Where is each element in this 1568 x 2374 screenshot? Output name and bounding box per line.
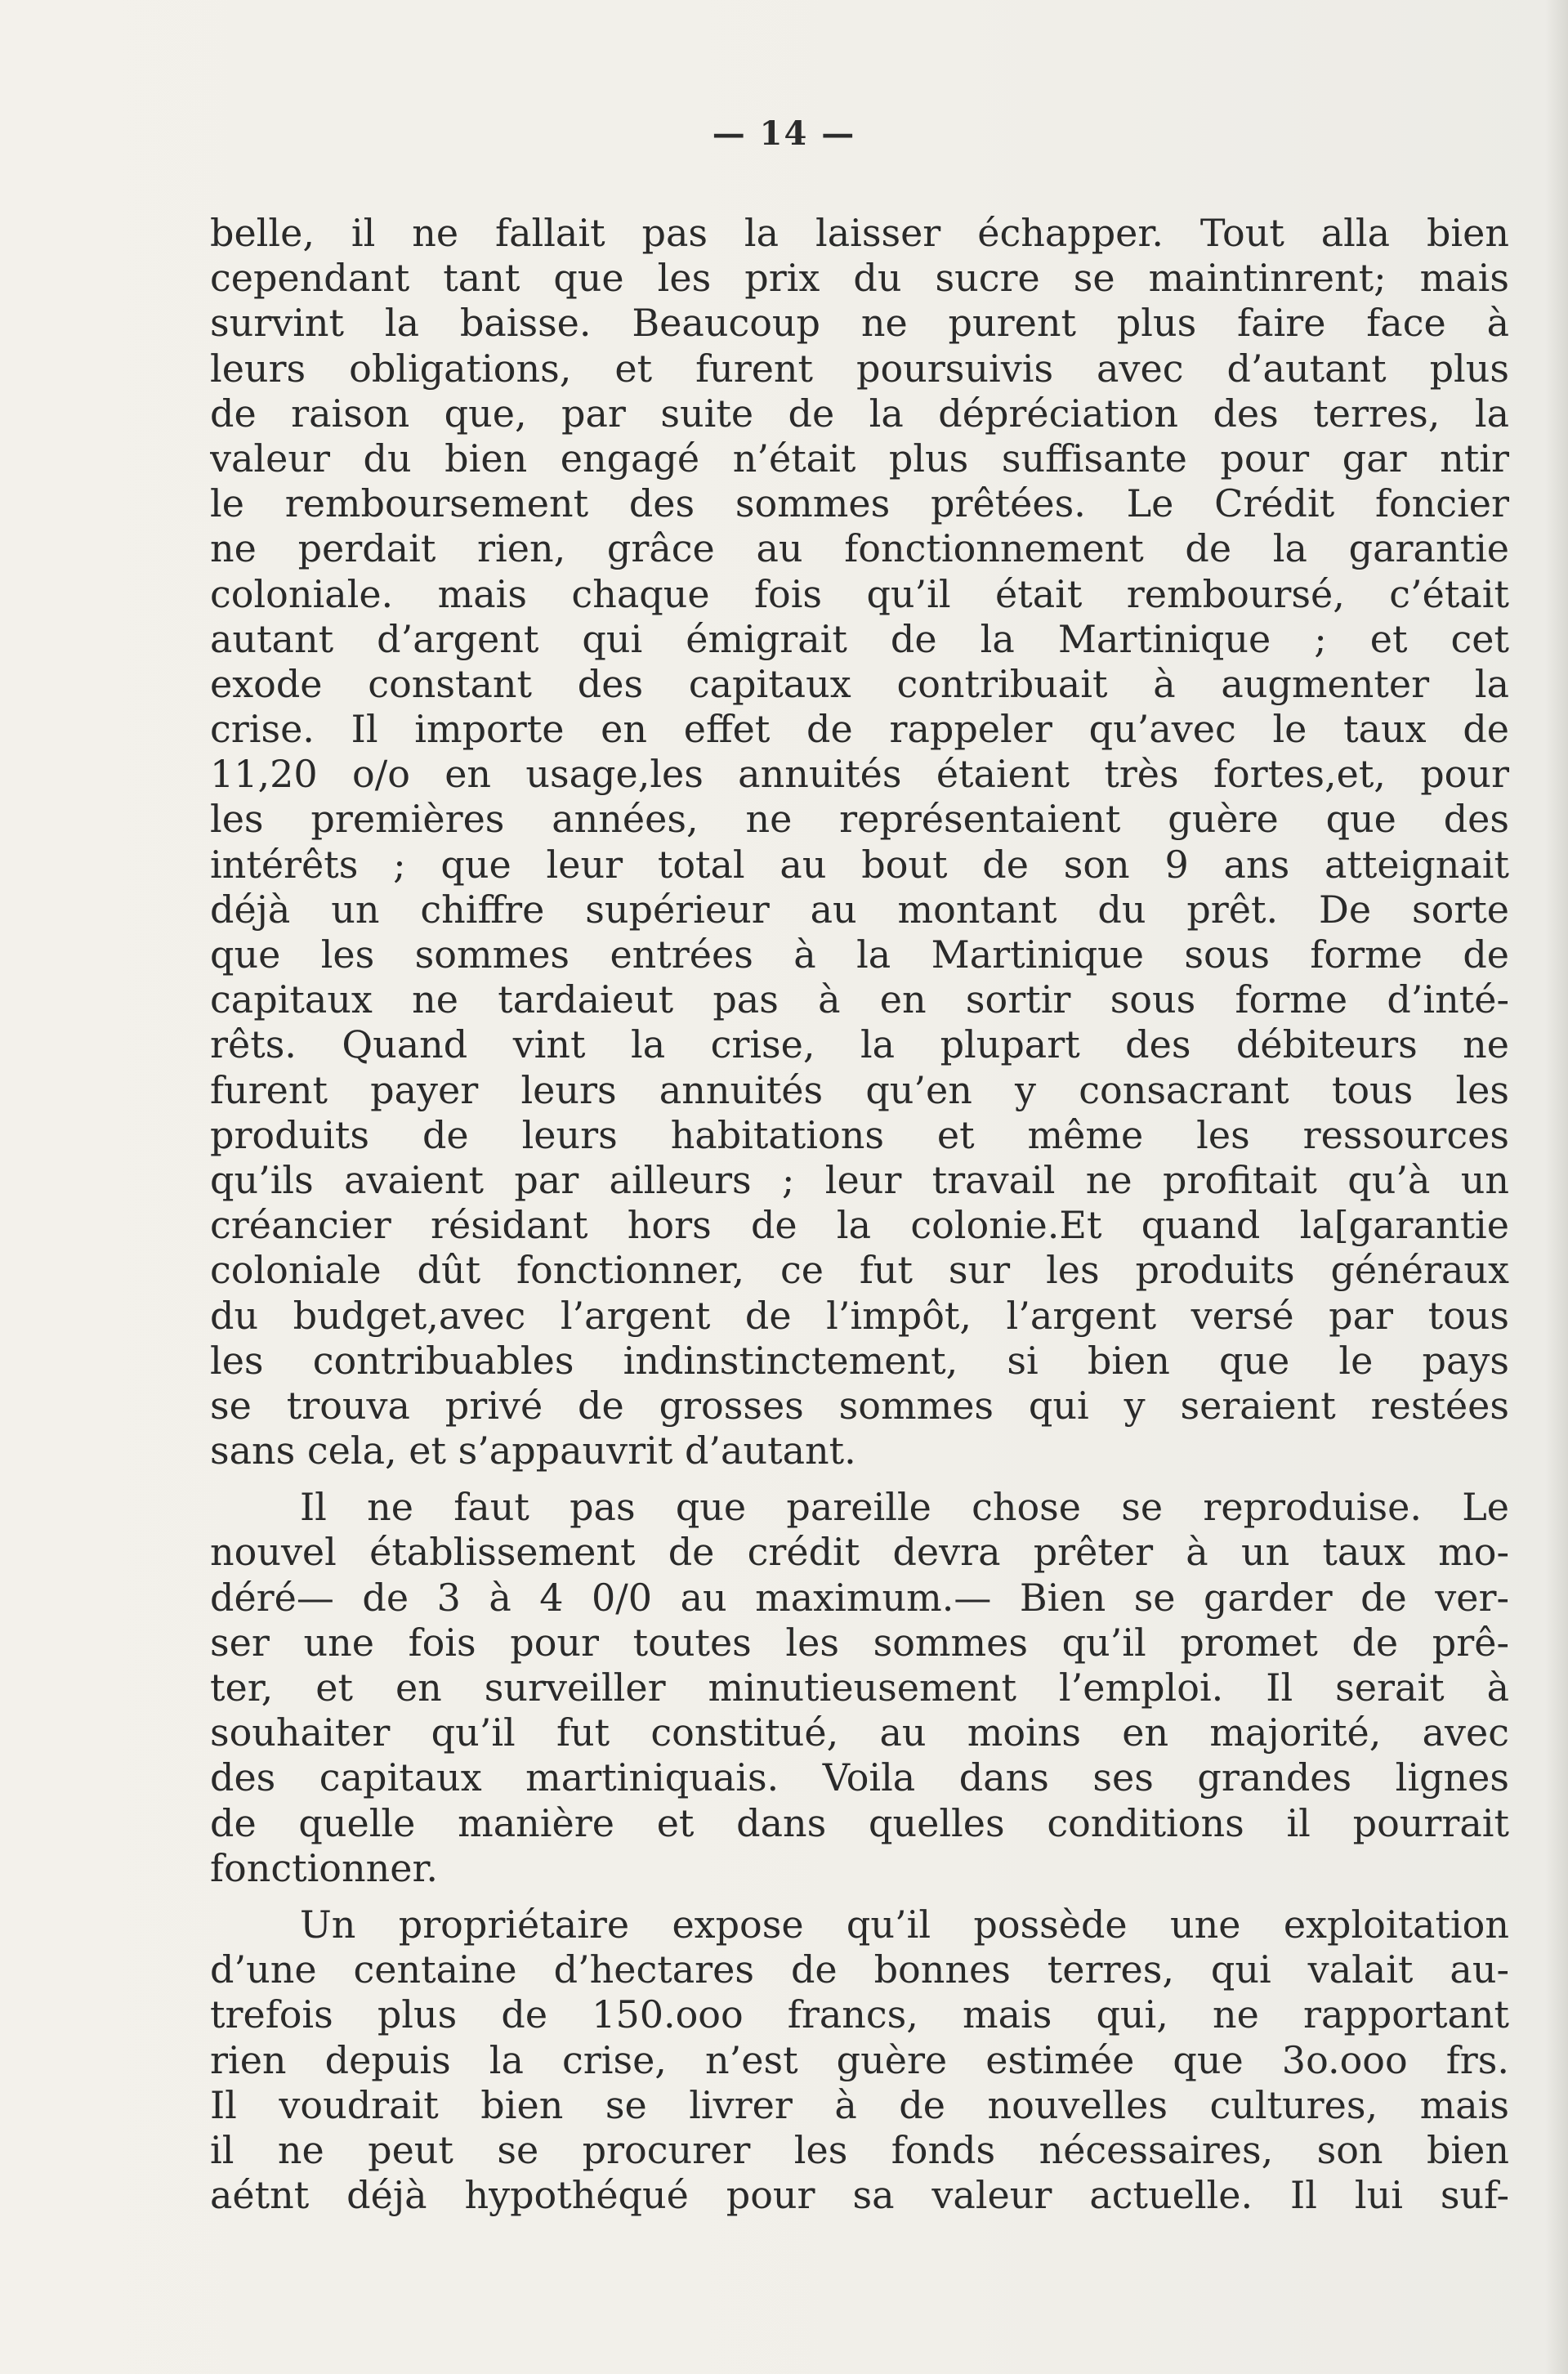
text-line: cependant tant que les prix du sucre se maintinrent; mais bbox=[210, 256, 1509, 301]
text-line: aétnt déjà hypothéqué pour sa valeur actuelle. Il lui suf- bbox=[210, 2173, 1509, 2218]
text-line: déré— de 3 à 4 0/0 au maximum.— Bien se garder de ver- bbox=[210, 1575, 1509, 1620]
text-line: coloniale. mais chaque fois qu’il était remboursé, c’était bbox=[210, 571, 1509, 616]
paragraph-3 bbox=[210, 1902, 1509, 2218]
text-line: les premières années, ne représentaient guère que des bbox=[210, 797, 1509, 842]
text-line: capitaux ne tardaieut pas à en sortir sous forme d’inté- bbox=[210, 977, 1509, 1022]
text-line: produits de leurs habitations et même les ressources bbox=[210, 1112, 1509, 1157]
text-line: Un propriétaire expose qu’il possède une exploitation bbox=[300, 1902, 1509, 1947]
text-line: créancier résidant hors de la colonie.Et quand la[garantie bbox=[210, 1203, 1509, 1248]
text-line: du budget,avec l’argent de l’impôt, l’argent versé par tous bbox=[210, 1293, 1509, 1338]
text-line: trefois plus de 150.ooo francs, mais qui, ne rapportant bbox=[210, 1992, 1509, 2037]
scan-edge-shadow bbox=[1545, 0, 1568, 2374]
paragraph-2 bbox=[210, 1485, 1509, 1891]
text-line: ter, et en surveiller minutieusement l’emploi. Il serait à bbox=[210, 1665, 1509, 1710]
text-line: rien depuis la crise, n’est guère estimée que 3o.ooo frs. bbox=[210, 2037, 1509, 2082]
text-line: déjà un chiffre supérieur au montant du prêt. De sorte bbox=[210, 887, 1509, 932]
text-line: il ne peut se procurer les fonds nécessaires, son bien bbox=[210, 2127, 1509, 2172]
text-line: autant d’argent qui émigrait de la Martinique ; et cet bbox=[210, 616, 1509, 661]
text-line: Il voudrait bien se livrer à de nouvelles cultures, mais bbox=[210, 2082, 1509, 2127]
text-line: les contribuables indinstinctement, si bien que le pays bbox=[210, 1338, 1509, 1383]
text-line: qu’ils avaient par ailleurs ; leur travail ne profitait qu’à un bbox=[210, 1157, 1509, 1202]
text-line: exode constant des capitaux contribuait à augmenter la bbox=[210, 661, 1509, 706]
page-number: — 14 — bbox=[712, 114, 856, 153]
text-line: ser une fois pour toutes les sommes qu’il promet de prê- bbox=[210, 1620, 1509, 1665]
text-line: belle, il ne fallait pas la laisser échapper. Tout alla bien bbox=[210, 211, 1509, 255]
text-line: Il ne faut pas que pareille chose se reproduise. Le bbox=[300, 1485, 1509, 1530]
text-line: d’une centaine d’hectares de bonnes terres, qui valait au- bbox=[210, 1947, 1509, 1992]
paragraph-1 bbox=[210, 211, 1509, 1473]
text-line: fonctionner. bbox=[210, 1845, 439, 1890]
paragraph-gap bbox=[210, 1891, 1509, 1902]
text-line: coloniale dût fonctionner, ce fut sur les produits généraux bbox=[210, 1248, 1509, 1293]
text-line: valeur du bien engagé n’était plus suffisante pour gar ntir bbox=[210, 436, 1509, 481]
text-line: nouvel établissement de crédit devra prêter à un taux mo- bbox=[210, 1530, 1509, 1575]
body-text bbox=[210, 211, 1509, 2218]
text-line: sans cela, et s’appauvrit d’autant. bbox=[210, 1428, 856, 1473]
text-line: leurs obligations, et furent poursuivis avec d’autant plus bbox=[210, 346, 1509, 391]
text-line: de quelle manière et dans quelles conditions il pourrait bbox=[210, 1800, 1509, 1845]
text-line: souhaiter qu’il fut constitué, au moins en majorité, avec bbox=[210, 1710, 1509, 1755]
text-line: intérêts ; que leur total au bout de son 9 ans atteignait bbox=[210, 842, 1509, 887]
text-line: se trouva privé de grosses sommes qui y seraient restées bbox=[210, 1383, 1509, 1428]
text-line: des capitaux martiniquais. Voila dans ses grandes lignes bbox=[210, 1755, 1509, 1800]
paragraph-gap bbox=[210, 1473, 1509, 1485]
text-line: survint la baisse. Beaucoup ne purent plus faire face à bbox=[210, 301, 1509, 346]
text-line: 11,20 o/o en usage,les annuités étaient très fortes,et, pour bbox=[210, 752, 1509, 797]
text-line: le remboursement des sommes prêtées. Le Crédit foncier bbox=[210, 481, 1509, 526]
text-line: furent payer leurs annuités qu’en y consacrant tous les bbox=[210, 1067, 1509, 1112]
text-line: de raison que, par suite de la dépréciation des terres, la bbox=[210, 391, 1509, 436]
text-line: crise. Il importe en effet de rappeler qu’avec le taux de bbox=[210, 707, 1509, 752]
text-line: ne perdait rien, grâce au fonctionnement de la garantie bbox=[210, 526, 1509, 571]
text-line: rêts. Quand vint la crise, la plupart des débiteurs ne bbox=[210, 1022, 1509, 1067]
text-line: que les sommes entrées à la Martinique sous forme de bbox=[210, 932, 1509, 977]
